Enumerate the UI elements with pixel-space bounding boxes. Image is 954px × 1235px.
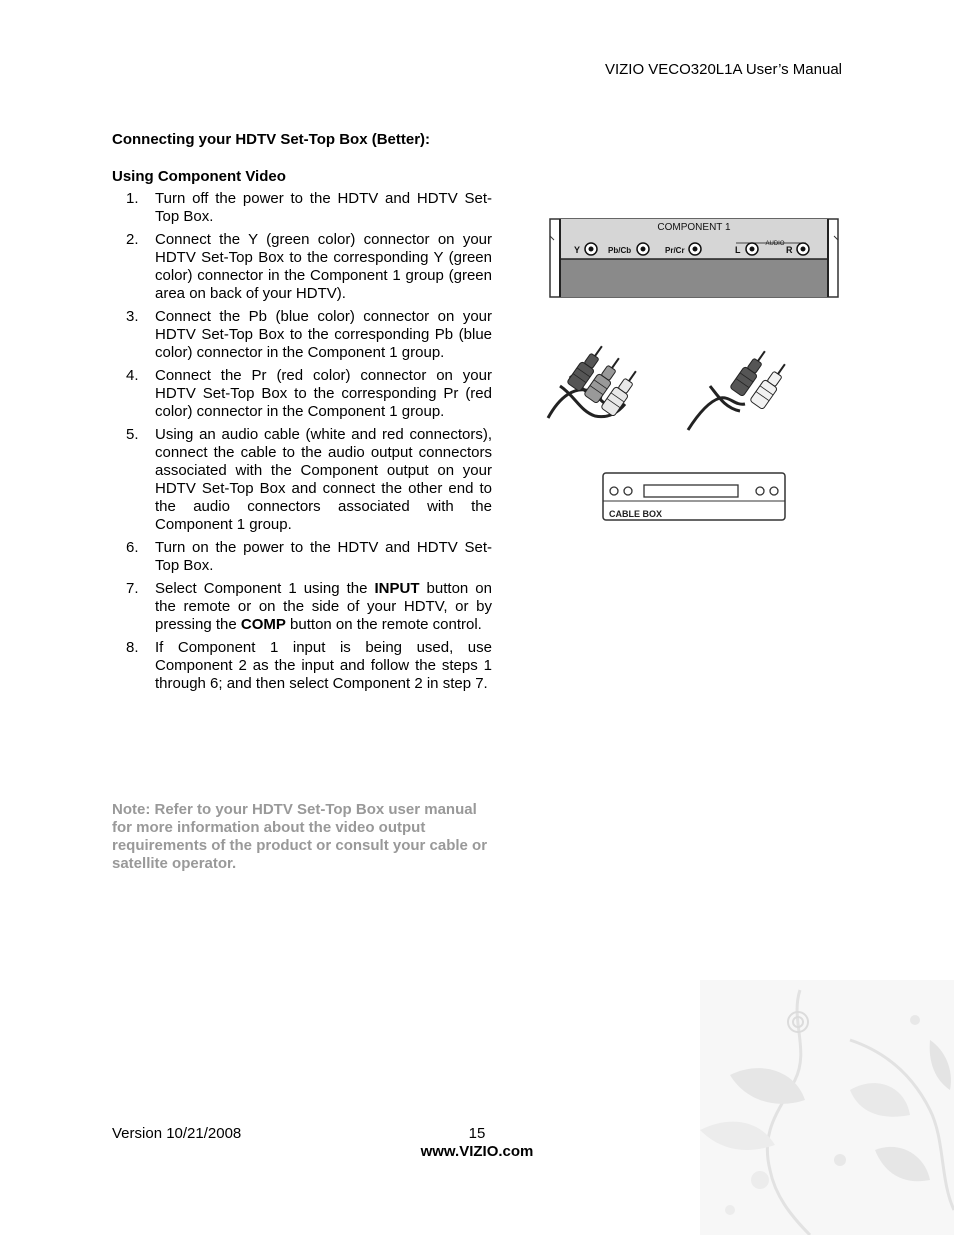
step-text: Turn off the power to the HDTV and HDTV Set-Top Box. (155, 190, 492, 225)
subsection-title: Using Component Video (112, 168, 286, 185)
step-number: 4. (126, 367, 139, 384)
header-title: VIZIO VECO320L1A User’s Manual (604, 61, 842, 78)
step-item (112, 308, 492, 362)
step-number: 6. (126, 539, 139, 556)
step-emphasis: COMP (240, 616, 286, 633)
step-number: 2. (126, 231, 139, 248)
step-item (112, 190, 492, 226)
step-text: Connect the Pb (blue color) connector on your HDTV Set-Top Box to the corresponding Pb (blue color) connector in the Component 1 group. (155, 308, 492, 361)
step-number: 3. (126, 308, 139, 325)
section-title: Connecting your HDTV Set-Top Box (Better): (112, 131, 431, 148)
component-panel-illustration (548, 216, 840, 300)
step-emphasis: INPUT (374, 580, 420, 597)
cable-box-illustration (600, 470, 790, 526)
step-item (112, 580, 492, 634)
rca-cables-illustration (540, 316, 830, 438)
step-text: button on the remote control. (285, 616, 482, 633)
cable-box-label: CABLE BOX (609, 509, 663, 519)
footer-version: Version 10/21/2008 (112, 1125, 242, 1142)
floral-decoration (700, 980, 954, 1235)
step-item (112, 539, 492, 575)
step-number: 8. (126, 639, 139, 656)
step-item (112, 367, 492, 421)
step-item (112, 426, 492, 534)
panel-title: COMPONENT 1 (657, 222, 731, 233)
panel-r-label: R (786, 245, 793, 255)
panel-l-label: L (735, 245, 741, 255)
step-number: 5. (126, 426, 139, 443)
steps-list (112, 190, 492, 698)
panel-audio-label: AUDIO (765, 241, 785, 247)
step-text: button on the remote or on the side of your HDTV, or by pressing the (155, 580, 492, 633)
panel-y-label: Y (574, 245, 581, 255)
step-text: Turn on the power to the HDTV and HDTV Set-Top Box. (155, 539, 492, 574)
footer-url[interactable]: www.VIZIO.com (420, 1143, 534, 1160)
page-number: 15 (468, 1125, 486, 1142)
step-number: 1. (126, 190, 139, 207)
step-item (112, 231, 492, 303)
panel-pr-label: Pr/Cr (665, 246, 685, 255)
step-text: If Component 1 input is being used, use Component 2 as the input and follow the steps 1 through 6; and then select Component 2 in step 7. (155, 639, 492, 692)
step-text: Using an audio cable (white and red connectors), connect the cable to the audio output connectors associated with the Component output on your HDTV Set-Top Box and connect the other end to the audio connectors associated with the Component 1 group. (155, 426, 492, 533)
step-text: Select Component 1 using the (155, 580, 375, 597)
panel-pb-label: Pb/Cb (608, 246, 632, 255)
step-item (112, 639, 492, 693)
step-number: 7. (126, 580, 139, 597)
step-text: Connect the Pr (red color) connector on your HDTV Set-Top Box to the corresponding Pr (red color) connector in the Component 1 group. (155, 367, 492, 420)
note: Note: Refer to your HDTV Set-Top Box user manual for more information about the video output requirements of the product or consult your cable or satellite operator. (112, 801, 488, 872)
step-text: Connect the Y (green color) connector on your HDTV Set-Top Box to the corresponding Y (green color) connector in the Component 1 group (green area on back of your HDTV). (155, 231, 492, 302)
